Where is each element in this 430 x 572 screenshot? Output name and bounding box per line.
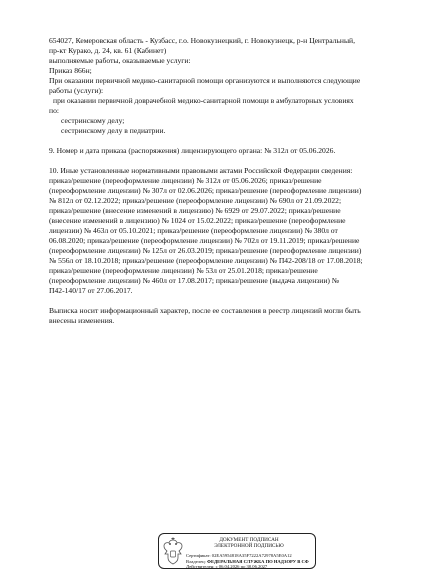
order-reference: Приказ 866н; xyxy=(49,66,92,75)
address-line-2: пр-кт Курако, д. 24, кв. 61 (Кабинет) xyxy=(49,46,167,55)
prehospital-line-2: по: xyxy=(49,106,59,115)
stamp-title-line-2: ЭЛЕКТРОННОЙ ПОДПИСЬЮ xyxy=(214,543,284,550)
section-9: 9. Номер и дата приказа (распоряжения) лицензирующего органа: № 312л от 05.06.2026. xyxy=(49,146,336,155)
section-10-line: № 556л от 18.10.2018; приказ/решение (переоформление лицензии) № П42-208/18 от 17.08.2018; xyxy=(49,256,363,265)
coat-of-arms-icon xyxy=(162,537,184,567)
stamp-details xyxy=(186,553,313,570)
section-10-line: приказ/решение (переоформление лицензии) № 53л от 25.01.2018; приказ/решение xyxy=(49,266,318,275)
section-10-line: 10. Иные установленные нормативными правовыми актами Российской Федерации сведения: xyxy=(49,166,353,175)
stamp-certificate: Сертификат: 02EA5954818A35F7222A72978A5E0A12 xyxy=(186,553,292,558)
section-10-line: приказ/решение (переоформление лицензии) № 312л от 05.06.2026; приказ/решение xyxy=(49,176,322,185)
address-line-1: 654027, Кемеровская область - Кузбасс, г.о. Новокузнецкий, г. Новокузнецк, р-н Центральный, xyxy=(49,36,356,45)
stamp-title xyxy=(185,537,313,549)
document-body xyxy=(49,36,411,326)
service-nursing-pediatrics: сестринскому делу в педиатрии. xyxy=(61,126,166,135)
pmsp-line-1: При оказании первичной медико-санитарной помощи организуются и выполняются следующие xyxy=(49,76,361,85)
disclaimer-line-2: внесены изменения. xyxy=(49,316,115,325)
section-10-line: (внесение изменений в лицензию) № 1024 от 15.02.2022; приказ/решение (переоформление xyxy=(49,216,346,225)
disclaimer-line-1: Выписка носит информационный характер, после ее составления в реестр лицензий могли быть xyxy=(49,306,361,315)
electronic-signature-stamp xyxy=(158,533,316,569)
section-10-line: приказ/решение (внесение изменений в лицензию) № 6929 от 29.07.2022; приказ/решение xyxy=(49,206,341,215)
service-nursing: сестринскому делу; xyxy=(61,116,125,125)
section-10-line: (переоформление лицензии) № 460л от 17.08.2017; приказ/решение (выдача лицензии) № xyxy=(49,276,340,285)
stamp-title-line-1: ДОКУМЕНТ ПОДПИСАН xyxy=(219,537,279,543)
prehospital-line-1: при оказании первичной доврачебной медико-санитарной помощи в амбулаторных условиях xyxy=(53,96,354,105)
section-10-line: (переоформление лицензии) № 125л от 26.03.2019; приказ/решение (переоформление лицензии) xyxy=(49,246,362,255)
works-label: выполняемые работы, оказываемые услуги: xyxy=(49,56,191,65)
section-10-line: 06.08.2020; приказ/решение (переоформление лицензии) № 702л от 19.11.2019; приказ/решение xyxy=(49,236,360,245)
pmsp-line-2: работы (услуги): xyxy=(49,86,104,95)
stamp-owner-label: Владелец: xyxy=(186,558,206,564)
section-10-line: лицензии) № 463л от 05.10.2021; приказ/решение (переоформление лицензии) № 380л от xyxy=(49,226,338,235)
stamp-owner: ФЕДЕРАЛЬНАЯ СЛУЖБА ПО НАДЗОРУ В СФ xyxy=(207,558,309,564)
section-10-line: № 812л от 02.12.2022; приказ/решение (переоформление лицензии) № 690л от 21.09.2022; xyxy=(49,196,342,205)
section-10 xyxy=(49,166,411,296)
section-10-line: (переоформление лицензии) № 307л от 02.06.2026; приказ/решение (переоформление лицензии) xyxy=(49,186,362,195)
stamp-validity: Действителен: с 06.04.2026 по 30.06.2027 xyxy=(186,564,268,570)
section-10-line: П42-140/17 от 27.06.2017. xyxy=(49,286,133,295)
